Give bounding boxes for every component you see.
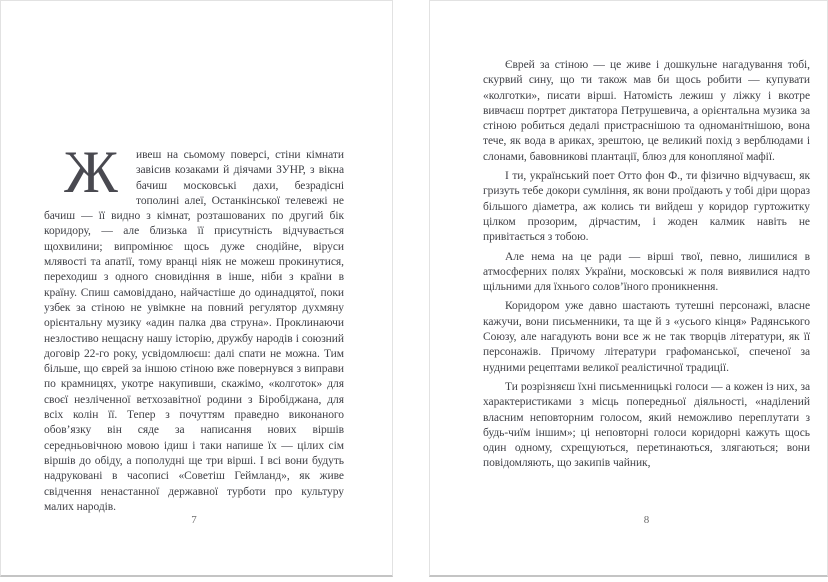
paragraph: Ти розрізняєш їхні письменницькі голоси — а кожен із них, за характеристиками з місць попередньої діяльності, «наділений власним неповторним голосом, який неможливо переплутати з будь-чиїм іншим»; ці неповторні голоси коридорні кажуть щось один одному, схрещуються, перетинаються, злягаються; вони повідомляють, що закипів чайник, [483,380,810,470]
right-text-column [483,58,810,476]
page-left [0,0,393,577]
paragraph: Єврей за стіною — це живе і дошкульне нагадування тобі, скурвий сину, що ти також мав би щось робити — купувати «колготки», писати вірші. Натомість лежиш у ліжку і вкотре вивчаєш портрет диктатора Петрушевича, а орієнтальна музика за стіною робиться дедалі пристраснішою та одноманітнішою, вона тече, як вода в ариках, зрештою, це великий похід з верблюдами і слонами, бавовникові плантації, блюз для конопляної мафії. [483,59,810,163]
chapter-opening-paragraph [44,139,344,515]
page-gutter [393,0,429,582]
left-text-column [44,139,344,515]
drop-cap-letter: Ж [64,139,118,205]
paragraph-text: ивеш на сьомому поверсі, стіни кімнати завісив козаками й діячами ЗУНР, з вікна бачиш московські дахи, безрадісні тополині алеї, Останкінської телевежі не бачиш — її видно з кімнат, розташованих по другий бік коридору, — але близька її присутність відчувається щохвилини; випромінює щось дуже снодійне, віруси млявості та апатії, тому вранці ніяк не можеш прокинутися, переходиш з одного сновидіння в інше, ніби з країни в країну. Спиш самовіддано, найчастіше до одинадцятої, поки узбек за стіною не увімкне на повний регулятор духмяну орієнтальну музику «адин палка два струна». Проклинаючи незлостиво нещасну нашу історію, дружбу народів і союзний договір 22-го року, усвідомлюєш: далі спати не можна. Тим більше, що єврей за іншою стіною вже повернувся з виправи по крамницях, укотре накупивши, скажімо, «колготок» для своєї незліченної ветхозавітної родини з Біробіджана, для всіх колін її. Тепер з почуттям праведно виконаного обов’язку він сяде за написання нових віршів середньовічною мовою ідиш і таки напише їх — цілих сім віршів до обіду, а пополудні ще три вірші. І всі вони будуть надруковані в часописі «Советіш Геймланд», як живе свідчення ненастанної державної турботи про культуру малих народів. [44,149,344,513]
page-right [429,0,828,577]
paragraph: І ти, український поет Отто фон Ф., ти фізично відчуваєш, як гризуть тебе докори сумління, як вони проїдають у тобі діри щораз більшого діаметра, аж колись ти вийдеш у коридор гуртожитку цілком прозорим, дірчастим, і жоден калмик навіть не привітається з тобою. [483,170,810,244]
paragraph: Але нема на це ради — вірші твої, певно, лишилися в атмосферних полях України, московські ж поля виявилися надто щільними для їхнього солов’їного проникнення. [483,250,810,294]
page-number-left: 7 [191,514,197,526]
page-number-right: 8 [643,514,650,526]
paragraph: Коридором уже давно шастають тутешні персонажі, власне кажучи, вони письменники, та ще й з «усього кінця» Радянського Союзу, але нагадують вони все ж не так творців літератури, як її персонажів. Причому літератури графоманської, спеченої за нудними рецептами великої реалістичної традиції. [483,300,810,374]
